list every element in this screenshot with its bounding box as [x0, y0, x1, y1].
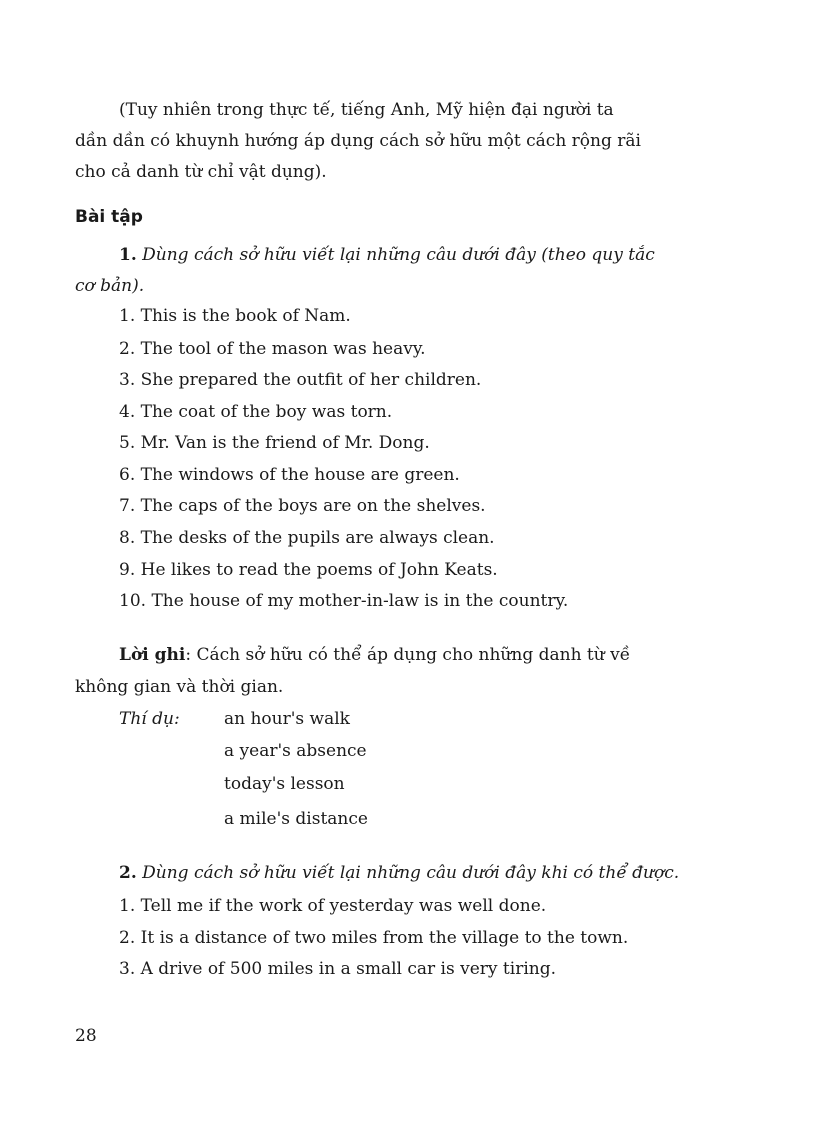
- exercise1-instruction-line2: cơ bản).: [75, 276, 145, 296]
- note-label: Lời ghi: [119, 645, 186, 665]
- note-text: : Cách sở hữu có thể áp dụng cho những danh từ về: [185, 645, 631, 665]
- exercise1-number: 1.: [119, 245, 137, 265]
- example-item: today's lesson: [224, 774, 345, 794]
- intro-line-1: (Tuy nhiên trong thực tế, tiếng Anh, Mỹ hiện đại người ta: [119, 100, 614, 120]
- example-item: an hour's walk: [224, 709, 350, 729]
- section-heading: Bài tập: [75, 207, 143, 227]
- exercise1-item: 4. The coat of the boy was torn.: [119, 402, 393, 422]
- note-text-line2: không gian và thời gian.: [75, 677, 284, 697]
- exercise1-item: 7. The caps of the boys are on the shelves.: [119, 496, 486, 516]
- exercise2-item: 3. A drive of 500 miles in a small car is very tiring.: [119, 959, 556, 979]
- page-number: 28: [75, 1026, 97, 1046]
- intro-line-3: cho cả danh từ chỉ vật dụng).: [75, 162, 327, 182]
- exercise1-instruction: [119, 244, 655, 266]
- exercise2-item: 1. Tell me if the work of yesterday was well done.: [119, 896, 547, 916]
- note-paragraph: [119, 644, 630, 666]
- example-item: a year's absence: [224, 741, 367, 761]
- exercise1-item: 9. He likes to read the poems of John Keats.: [119, 560, 498, 580]
- example-label: Thí dụ:: [119, 709, 180, 729]
- exercise1-item: 3. She prepared the outfit of her children.: [119, 370, 482, 390]
- exercise1-item: 5. Mr. Van is the friend of Mr. Dong.: [119, 433, 430, 453]
- exercise2-item: 2. It is a distance of two miles from the village to the town.: [119, 928, 629, 948]
- exercise2-number: 2.: [119, 863, 137, 883]
- exercise1-item: 1. This is the book of Nam.: [119, 306, 351, 326]
- exercise1-instruction-text: Dùng cách sở hữu viết lại những câu dưới đây (theo quy tắc: [142, 245, 655, 265]
- exercise2-instruction-text: Dùng cách sở hữu viết lại những câu dưới đây khi có thể được.: [142, 863, 680, 883]
- exercise1-item: 2. The tool of the mason was heavy.: [119, 339, 426, 359]
- exercise1-item: 8. The desks of the pupils are always clean.: [119, 528, 495, 548]
- exercise2-instruction: [119, 862, 679, 884]
- intro-line-2: dần dần có khuynh hướng áp dụng cách sở hữu một cách rộng rãi: [75, 131, 641, 151]
- exercise1-item: 10. The house of my mother-in-law is in the country.: [119, 591, 569, 611]
- exercise1-item: 6. The windows of the house are green.: [119, 465, 460, 485]
- example-item: a mile's distance: [224, 809, 368, 829]
